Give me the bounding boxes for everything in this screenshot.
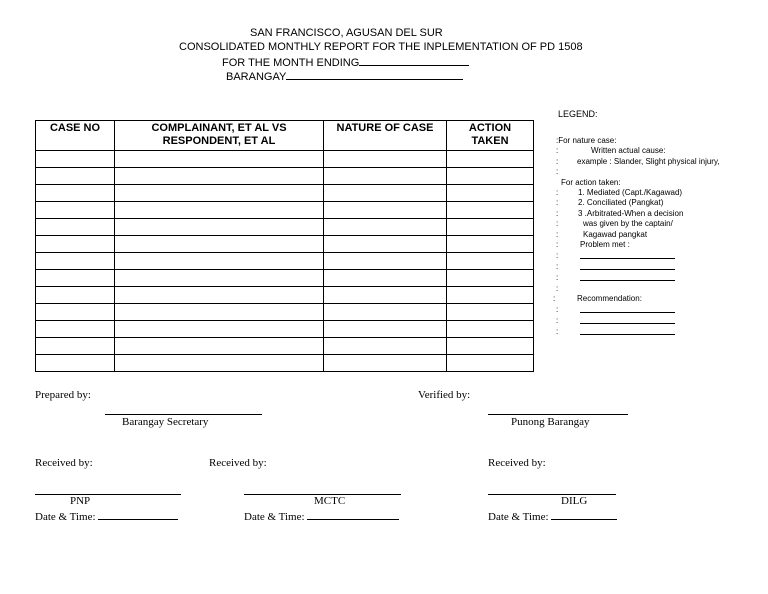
legend-colon: :	[556, 262, 559, 271]
table-cell[interactable]	[115, 168, 324, 185]
table-row	[36, 202, 534, 219]
table-cell[interactable]	[36, 168, 115, 185]
received-by-label: Received by:	[488, 457, 546, 469]
problem-blank[interactable]	[580, 251, 675, 263]
table-header-row	[36, 121, 534, 151]
barangay-label: BARANGAY	[226, 71, 287, 83]
table-cell[interactable]	[447, 219, 534, 236]
table-cell[interactable]	[324, 253, 447, 270]
date-time-blank[interactable]	[551, 510, 617, 520]
date-time-label: Date & Time:	[244, 511, 305, 523]
received-by-label: Received by:	[209, 457, 267, 469]
legend-nature-example: example : Slander, Slight physical injury,	[577, 157, 720, 166]
legend-colon: :	[556, 219, 559, 228]
table-cell[interactable]	[115, 236, 324, 253]
table-row	[36, 270, 534, 287]
month-ending-label: FOR THE MONTH ENDING	[222, 57, 360, 69]
table-row	[36, 338, 534, 355]
col-label: COMPLAINANT, ET AL VS	[151, 122, 287, 134]
table-cell[interactable]	[447, 355, 534, 372]
legend-colon: :	[556, 209, 559, 218]
legend-action-3b: was given by the captain/	[583, 219, 673, 228]
date-time-label: Date & Time:	[35, 511, 96, 523]
dilg-label: DILG	[561, 495, 588, 507]
table-cell[interactable]	[324, 287, 447, 304]
date-time-blank[interactable]	[307, 510, 399, 520]
col-label: NATURE OF CASE	[336, 122, 434, 134]
table-row	[36, 151, 534, 168]
table-cell[interactable]	[36, 270, 115, 287]
table-row	[36, 321, 534, 338]
header-month-ending	[222, 55, 469, 70]
table-cell[interactable]	[36, 236, 115, 253]
legend-nature-written: Written actual cause:	[591, 146, 666, 155]
table-cell[interactable]	[36, 355, 115, 372]
table-cell[interactable]	[36, 151, 115, 168]
legend-colon: :	[556, 305, 559, 314]
col-label: RESPONDENT, ET AL	[162, 135, 276, 147]
date-time-dilg	[488, 510, 617, 523]
table-cell[interactable]	[115, 151, 324, 168]
table-cell[interactable]	[324, 219, 447, 236]
legend-colon: :	[556, 188, 559, 197]
table-cell[interactable]	[324, 355, 447, 372]
punong-signature-line[interactable]	[488, 414, 628, 415]
table-row	[36, 219, 534, 236]
case-table	[35, 120, 534, 372]
legend-nature-label: :For nature case:	[556, 136, 617, 145]
legend-colon: :	[556, 251, 559, 260]
table-cell[interactable]	[447, 185, 534, 202]
legend-colon: :	[556, 273, 559, 282]
punong-barangay-label: Punong Barangay	[511, 416, 590, 428]
header-municipality: SAN FRANCISCO, AGUSAN DEL SUR	[250, 27, 443, 39]
legend-colon: :	[553, 294, 556, 303]
verified-by-label: Verified by:	[418, 389, 471, 401]
pnp-label: PNP	[70, 495, 91, 507]
table-row	[36, 185, 534, 202]
barangay-secretary-label: Barangay Secretary	[122, 416, 209, 428]
table-row	[36, 304, 534, 321]
date-time-blank[interactable]	[98, 510, 178, 520]
table-row	[36, 168, 534, 185]
legend-action-label: For action taken:	[561, 178, 621, 187]
problem-blank[interactable]	[580, 273, 675, 285]
col-label: TAKEN	[471, 135, 509, 147]
legend-title: LEGEND:	[558, 109, 598, 119]
table-cell[interactable]	[447, 202, 534, 219]
table-cell[interactable]	[324, 168, 447, 185]
col-action-taken	[447, 121, 534, 151]
date-time-label: Date & Time:	[488, 511, 549, 523]
col-label: CASE NO	[49, 122, 101, 134]
table-cell[interactable]	[115, 355, 324, 372]
col-complainant-respondent	[115, 121, 324, 151]
table-cell[interactable]	[447, 270, 534, 287]
table-cell[interactable]	[115, 321, 324, 338]
date-time-mctc	[244, 510, 399, 523]
table-cell[interactable]	[447, 168, 534, 185]
table-cell[interactable]	[447, 236, 534, 253]
dilg-signature-line[interactable]	[488, 494, 616, 495]
prepared-by-label: Prepared by:	[35, 389, 91, 401]
legend-recommendation: Recommendation:	[577, 294, 642, 303]
table-cell[interactable]	[447, 321, 534, 338]
table-cell[interactable]	[115, 304, 324, 321]
table-cell[interactable]	[36, 185, 115, 202]
legend-colon: :	[556, 198, 559, 207]
table-cell[interactable]	[447, 287, 534, 304]
legend-action-3c: Kagawad pangkat	[583, 230, 648, 239]
col-label: ACTION	[468, 122, 512, 134]
mctc-label: MCTC	[314, 495, 346, 507]
table-cell[interactable]	[36, 321, 115, 338]
table-cell[interactable]	[447, 253, 534, 270]
legend-action-1: 1. Mediated (Capt./Kagawad)	[578, 188, 683, 197]
table-cell[interactable]	[324, 151, 447, 168]
legend-colon: :	[556, 157, 559, 166]
received-by-label: Received by:	[35, 457, 93, 469]
table-cell[interactable]	[115, 270, 324, 287]
problem-blank[interactable]	[580, 262, 675, 274]
date-time-pnp	[35, 510, 178, 523]
legend-colon: :	[556, 230, 559, 239]
col-nature-of-case	[324, 121, 447, 151]
table-cell[interactable]	[115, 185, 324, 202]
header-report-title: CONSOLIDATED MONTHLY REPORT FOR THE INPLEMENTATION OF PD 1508	[179, 41, 583, 53]
col-case-no	[36, 121, 115, 151]
table-cell[interactable]	[447, 151, 534, 168]
table-cell[interactable]	[324, 304, 447, 321]
legend-colon: :	[556, 146, 559, 155]
legend-problem: Problem met :	[580, 240, 630, 249]
legend-colon: :	[556, 327, 559, 336]
pnp-signature-line[interactable]	[35, 494, 181, 495]
table-cell[interactable]	[36, 304, 115, 321]
table-cell[interactable]	[36, 287, 115, 304]
legend-action-3a: 3 .Arbitrated-When a decision	[578, 209, 684, 218]
header-barangay	[226, 69, 463, 84]
table-body	[36, 151, 534, 372]
table-cell[interactable]	[324, 185, 447, 202]
table-cell[interactable]	[447, 338, 534, 355]
legend-colon: :	[556, 284, 559, 293]
table-cell[interactable]	[324, 270, 447, 287]
recommendation-blank[interactable]	[580, 305, 675, 317]
table-cell[interactable]	[115, 202, 324, 219]
recommendation-blank[interactable]	[580, 327, 675, 339]
table-cell[interactable]	[36, 338, 115, 355]
table-cell[interactable]	[36, 253, 115, 270]
table-cell[interactable]	[324, 202, 447, 219]
table-cell[interactable]	[36, 202, 115, 219]
table-row	[36, 253, 534, 270]
recommendation-blank[interactable]	[580, 316, 675, 328]
table-cell[interactable]	[324, 338, 447, 355]
table-row	[36, 287, 534, 304]
secretary-signature-line[interactable]	[105, 414, 262, 415]
table-row	[36, 236, 534, 253]
legend-colon: :	[556, 316, 559, 325]
month-ending-blank[interactable]	[359, 55, 469, 66]
table-cell[interactable]	[115, 219, 324, 236]
legend-colon: :	[556, 167, 559, 176]
legend-action-2: 2. Conciliated (Pangkat)	[578, 198, 664, 207]
table-cell[interactable]	[36, 219, 115, 236]
barangay-blank[interactable]	[286, 69, 463, 80]
legend-colon: :	[556, 240, 559, 249]
table-row	[36, 355, 534, 372]
table-cell[interactable]	[115, 338, 324, 355]
table-cell[interactable]	[447, 304, 534, 321]
table-cell[interactable]	[115, 253, 324, 270]
table-cell[interactable]	[324, 236, 447, 253]
table-cell[interactable]	[324, 321, 447, 338]
table-cell[interactable]	[115, 287, 324, 304]
